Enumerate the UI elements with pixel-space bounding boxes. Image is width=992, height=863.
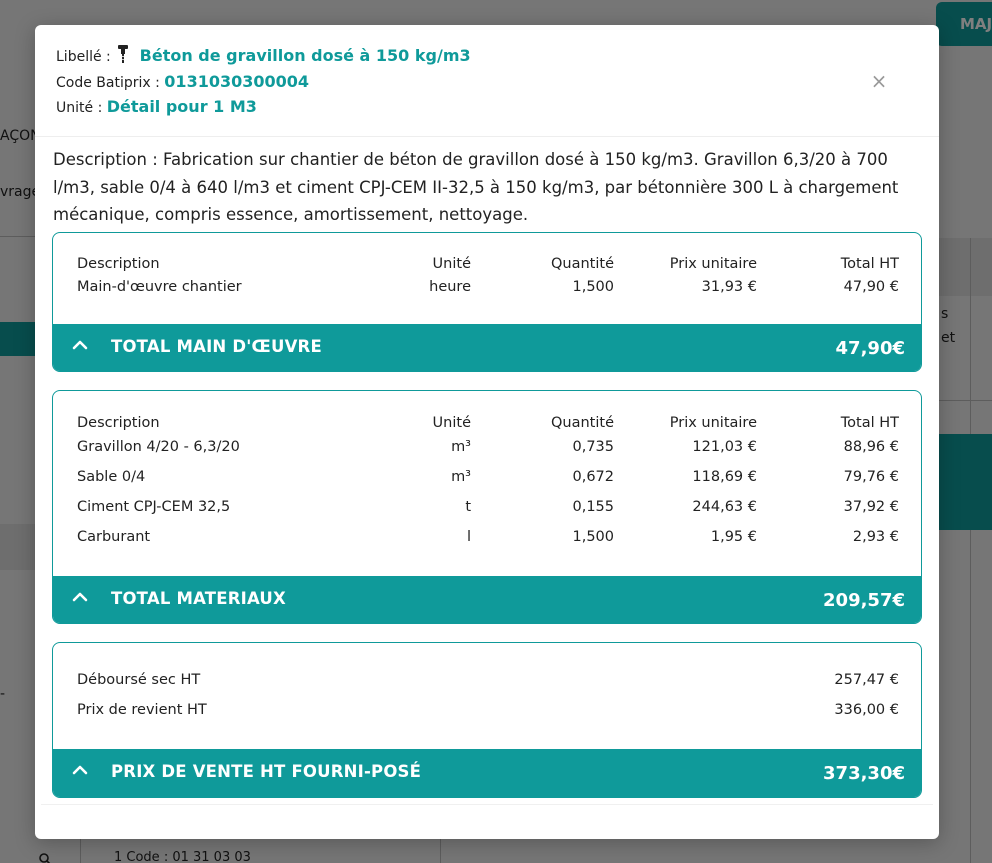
prix-vente-label: PRIX DE VENTE HT FOURNI-POSÉ xyxy=(111,762,422,781)
cell-unite: heure xyxy=(429,279,471,295)
total-materiaux-value: 209,57€ xyxy=(823,590,905,611)
cell-description: Main-d'œuvre chantier xyxy=(77,279,242,295)
cell-total-ht: 88,96 € xyxy=(843,439,899,455)
cell-total-ht: 79,76 € xyxy=(843,469,899,485)
cell-total-ht: 47,90 € xyxy=(843,279,899,295)
col-header-description: Description xyxy=(77,415,160,431)
libelle-value: Béton de gravillon dosé à 150 kg/m3 xyxy=(139,46,471,65)
cell-prix-unitaire: 118,69 € xyxy=(692,469,757,485)
total-main-oeuvre-value: 47,90€ xyxy=(835,338,905,359)
total-main-oeuvre-label: TOTAL MAIN D'ŒUVRE xyxy=(111,337,322,356)
prix-card xyxy=(52,642,922,798)
table-header-row xyxy=(77,415,899,435)
col-header-prix-unitaire: Prix unitaire xyxy=(669,415,757,431)
modal-footer-divider xyxy=(41,804,933,805)
col-header-quantite: Quantité xyxy=(551,415,614,431)
cell-prix-unitaire: 244,63 € xyxy=(692,499,757,515)
code-row xyxy=(56,72,309,91)
unite-value: Détail pour 1 M3 xyxy=(106,97,257,116)
main-oeuvre-card xyxy=(52,232,922,372)
unite-row xyxy=(56,97,257,116)
col-header-description: Description xyxy=(77,256,160,272)
unite-label: Unité : xyxy=(56,100,103,116)
cell-total-ht: 37,92 € xyxy=(843,499,899,515)
cell-unite: m³ xyxy=(451,469,471,485)
code-label: Code Batiprix : xyxy=(56,75,160,91)
cell-description: Carburant xyxy=(77,529,151,545)
table-row xyxy=(77,279,899,299)
col-header-prix-unitaire: Prix unitaire xyxy=(669,256,757,272)
drill-icon xyxy=(117,45,129,63)
debourse-value: 257,47 € xyxy=(834,672,899,688)
revient-label: Prix de revient HT xyxy=(77,702,207,718)
col-header-total-ht: Total HT xyxy=(840,415,899,431)
code-value: 0131030300004 xyxy=(164,72,310,91)
cell-unite: l xyxy=(466,529,471,545)
cell-prix-unitaire: 1,95 € xyxy=(710,529,757,545)
total-main-oeuvre-bar[interactable] xyxy=(53,324,922,372)
col-header-unite: Unité xyxy=(432,256,471,272)
cell-quantite: 1,500 xyxy=(572,279,614,295)
prix-vente-value: 373,30€ xyxy=(823,763,905,784)
col-header-total-ht: Total HT xyxy=(840,256,899,272)
prix-vente-bar[interactable] xyxy=(53,749,922,797)
table-row xyxy=(77,499,899,519)
cell-prix-unitaire: 121,03 € xyxy=(692,439,757,455)
table-row xyxy=(77,469,899,489)
ouvrage-description: Description : Fabrication sur chantier de béton de gravillon dosé à 150 kg/m3. Gravillon 6,3/20 à 700 l/m3, sable 0/4 à 640 l/m3 et ciment CPJ-CEM II-32,5 à 150 kg/m3, par bétonnière 300 L à chargement mécanique, compris essence, amortissement, nettoyage. xyxy=(53,150,899,224)
debourse-label: Déboursé sec HT xyxy=(77,672,201,688)
cell-total-ht: 2,93 € xyxy=(852,529,899,545)
total-materiaux-bar[interactable] xyxy=(53,576,922,624)
cell-quantite: 0,735 xyxy=(572,439,614,455)
chevron-up-icon[interactable] xyxy=(71,588,89,606)
libelle-row xyxy=(56,45,471,65)
cell-description: Sable 0/4 xyxy=(77,469,146,485)
revient-row xyxy=(77,702,899,722)
close-button[interactable]: × xyxy=(870,69,888,93)
cell-quantite: 1,500 xyxy=(572,529,614,545)
modal-header xyxy=(35,25,939,137)
total-materiaux-label: TOTAL MATERIAUX xyxy=(111,589,286,608)
cell-description: Gravillon 4/20 - 6,3/20 xyxy=(77,439,240,455)
chevron-up-icon[interactable] xyxy=(71,761,89,779)
cell-unite: t xyxy=(465,499,471,515)
col-header-unite: Unité xyxy=(432,415,471,431)
debourse-row xyxy=(77,672,899,692)
table-header-row xyxy=(77,256,899,276)
chevron-up-icon[interactable] xyxy=(71,336,89,354)
cell-quantite: 0,672 xyxy=(572,469,614,485)
cell-description: Ciment CPJ-CEM 32,5 xyxy=(77,499,231,515)
cell-prix-unitaire: 31,93 € xyxy=(701,279,757,295)
cell-quantite: 0,155 xyxy=(572,499,614,515)
revient-value: 336,00 € xyxy=(834,702,899,718)
cell-unite: m³ xyxy=(451,439,471,455)
table-row xyxy=(77,529,899,549)
libelle-label: Libellé : xyxy=(56,49,111,65)
table-row xyxy=(77,439,899,459)
materiaux-card xyxy=(52,390,922,624)
col-header-quantite: Quantité xyxy=(551,256,614,272)
price-detail-modal xyxy=(35,25,939,839)
